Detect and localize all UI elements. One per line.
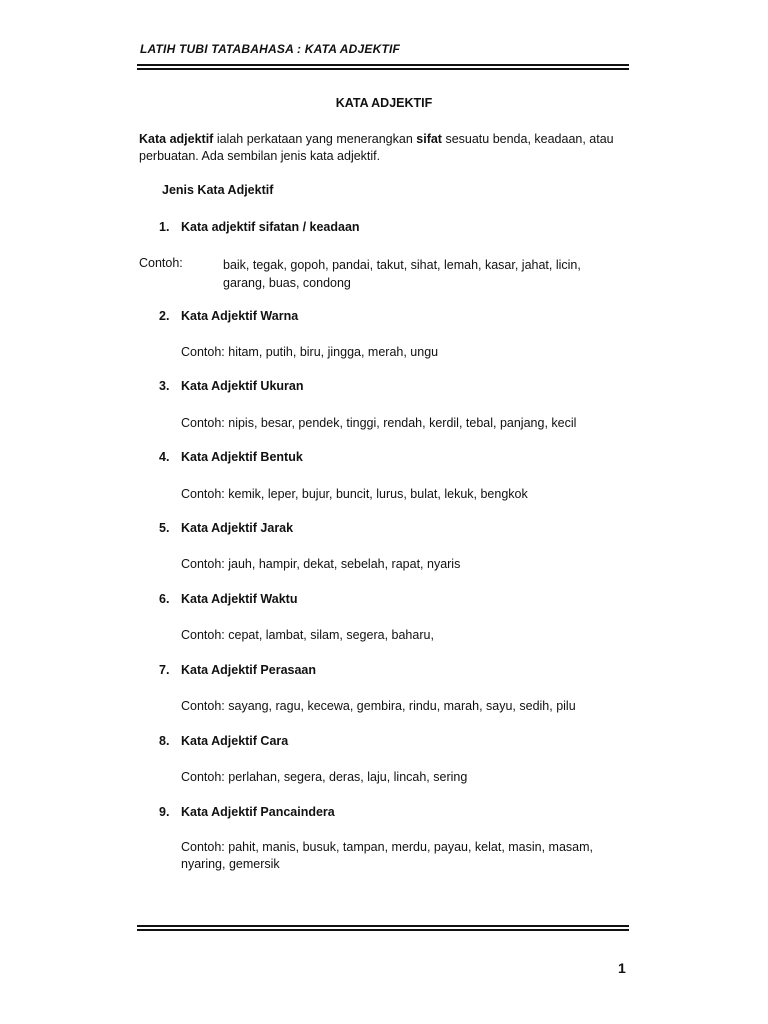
list-item-heading	[159, 379, 303, 393]
list-item-heading	[159, 220, 360, 234]
intro-keyword: sifat	[416, 132, 442, 146]
list-item-heading	[159, 592, 297, 606]
item-title: Kata Adjektif Cara	[181, 734, 289, 748]
example-text: Contoh: kemik, leper, bujur, buncit, lurus, bulat, lekuk, bengkok	[181, 487, 528, 501]
item-title: Kata Adjektif Jarak	[181, 521, 294, 535]
item-number: 9.	[159, 805, 170, 819]
list-item-heading	[159, 663, 316, 677]
header-rule-top	[137, 64, 629, 66]
page-title: KATA ADJEKTIF	[335, 96, 433, 110]
item-number: 3.	[159, 379, 170, 393]
example-label: Contoh:	[139, 256, 183, 270]
item-title: Kata adjektif sifatan / keadaan	[181, 220, 360, 234]
header-rule-bottom	[137, 68, 629, 70]
intro-term: Kata adjektif	[139, 132, 214, 146]
item-title: Kata Adjektif Warna	[181, 309, 299, 323]
list-item-heading	[159, 805, 335, 819]
item-title: Kata Adjektif Bentuk	[181, 450, 303, 464]
item-number: 8.	[159, 734, 170, 748]
item-number: 2.	[159, 309, 170, 323]
example-text: Contoh: pahit, manis, busuk, tampan, merdu, payau, kelat, masin, masam, nyaring, gemersik	[181, 840, 594, 871]
list-item-heading	[159, 521, 293, 535]
intro-text-1: ialah perkataan yang menerangkan	[213, 132, 417, 146]
item-number: 4.	[159, 450, 170, 464]
item-number: 5.	[159, 521, 170, 535]
intro-text-2: sesuatu benda, keadaan, atau perbuatan. Ada sembilan jenis kata adjektif.	[139, 132, 614, 163]
item-number: 7.	[159, 663, 170, 677]
example-text: Contoh: perlahan, segera, deras, laju, lincah, sering	[181, 770, 468, 784]
list-item-heading	[159, 309, 298, 323]
section-subheading: Jenis Kata Adjektif	[162, 183, 274, 197]
item-number: 6.	[159, 592, 170, 606]
page-number: 1	[618, 960, 626, 976]
example-text: Contoh: sayang, ragu, kecewa, gembira, rindu, marah, sayu, sedih, pilu	[181, 699, 576, 713]
item-title: Kata Adjektif Pancaindera	[181, 805, 335, 819]
example-text: Contoh: nipis, besar, pendek, tinggi, rendah, kerdil, tebal, panjang, kecil	[181, 416, 577, 430]
item-number: 1.	[159, 220, 170, 234]
intro-paragraph	[139, 131, 619, 165]
footer-rule-top	[137, 925, 629, 927]
item-title: Kata Adjektif Ukuran	[181, 379, 304, 393]
example-text: Contoh: cepat, lambat, silam, segera, baharu,	[181, 628, 434, 642]
item-title: Kata Adjektif Waktu	[181, 592, 298, 606]
item-title: Kata Adjektif Perasaan	[181, 663, 317, 677]
example-text: Contoh: jauh, hampir, dekat, sebelah, rapat, nyaris	[181, 557, 461, 571]
list-item-heading	[159, 450, 303, 464]
header-title: LATIH TUBI TATABAHASA : KATA ADJEKTIF	[140, 42, 401, 56]
list-item-heading	[159, 734, 288, 748]
example-text: Contoh: hitam, putih, biru, jingga, merah, ungu	[181, 345, 439, 359]
footer-rule-bottom	[137, 929, 629, 931]
example-text: baik, tegak, gopoh, pandai, takut, sihat, lemah, kasar, jahat, licin, garang, buas, condong	[223, 258, 581, 290]
